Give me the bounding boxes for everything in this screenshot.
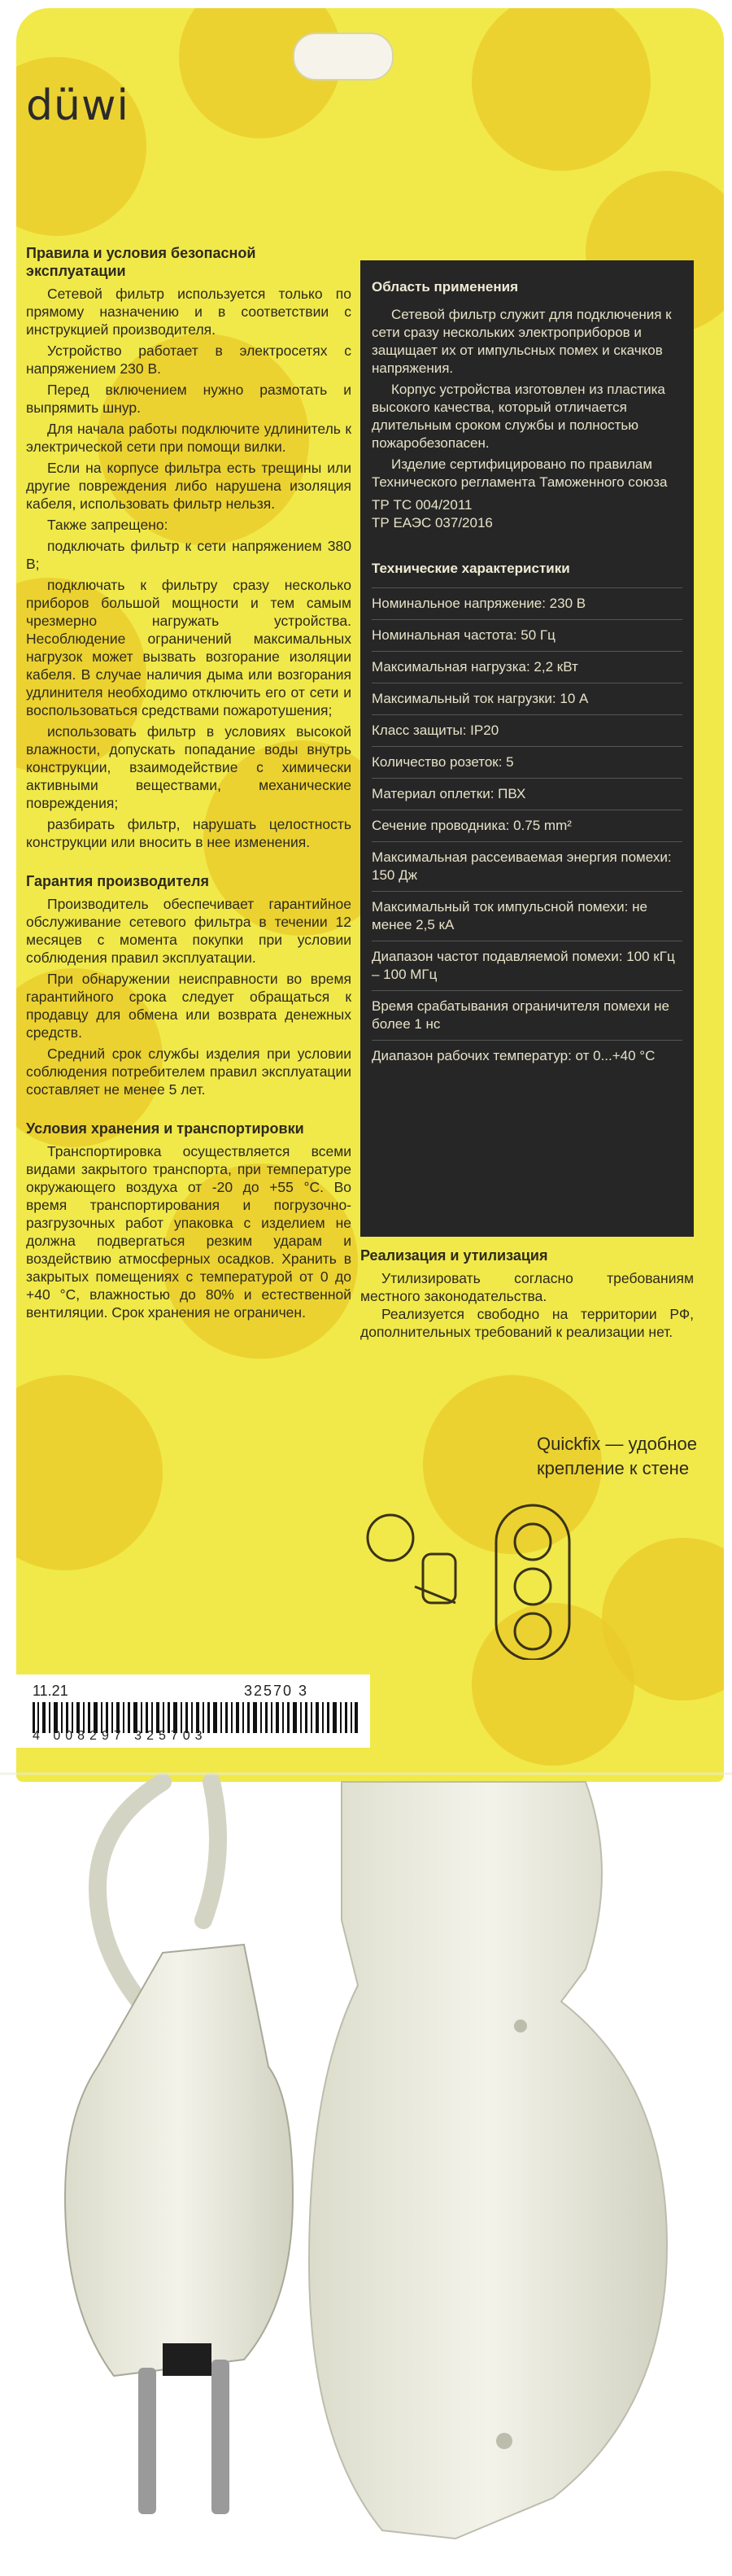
disposal-title: Реализация и утилизация — [360, 1247, 548, 1264]
warranty-p2: При обнаружении неисправности во время гарантийного срока следует обращаться к продавцу для обмена или возврата денежных средств. — [26, 971, 351, 1041]
hanger-hole — [293, 33, 394, 81]
production-date: 11.21 — [33, 1683, 68, 1699]
specs-block — [372, 560, 682, 1072]
disposal-p2: Реализуется свободно на территории РФ, дополнительных требований к реализации нет. — [360, 1306, 694, 1340]
specs-title: Технические характеристики — [372, 561, 570, 576]
safety-p8: подключать к фильтру сразу несколько приборов большой мощности и тем самым чрезмерно нагружать устройства. Несоблюдение ограничений максимальных нагрузок может вызвать возгорание изоляции кабеля. В случае наличия дыма или возгорания удлинителя необходимо отключить его от сети и воспользоваться средствами пожаротушения; — [26, 577, 351, 718]
safety-p10: разбирать фильтр, нарушать целостность конструкции или вносить в нее изменения. — [26, 816, 351, 850]
safety-p5: Если на корпусе фильтра есть трещины или другие повреждения либо нарушена изоляция кабеля, использовать фильтр нельзя. — [26, 460, 351, 512]
storage-section — [26, 1120, 351, 1321]
spec-row: Время срабатывания ограничителя помехи не более 1 нс — [372, 990, 682, 1040]
spec-row: Максимальный ток импульсной помехи: не менее 2,5 кА — [372, 891, 682, 941]
spec-row: Материал оплетки: ПВХ — [372, 778, 682, 810]
area-p1: Сетевой фильтр служит для подключения к сети сразу нескольких электроприборов и защищает их от импульсных помех и скачков напряжения. — [372, 307, 672, 376]
spec-row: Сечение проводника: 0.75 mm² — [372, 810, 682, 841]
spec-row: Класс защиты: IP20 — [372, 714, 682, 746]
spec-row: Диапазон рабочих температур: от 0...+40 °С — [372, 1040, 682, 1072]
warranty-p1: Производитель обеспечивает гарантийное обслуживание сетевого фильтра в течении 12 месяцев с момента покупки при условии соблюдения правил эксплуатации. — [26, 896, 351, 966]
spec-row: Максимальный ток нагрузки: 10 А — [372, 683, 682, 714]
spec-row: Количество розеток: 5 — [372, 746, 682, 778]
cert-1: ТР ТС 004/2011 — [372, 497, 473, 513]
warranty-title: Гарантия производителя — [26, 873, 209, 889]
safety-p6: Также запрещено: — [47, 517, 168, 533]
warranty-section — [26, 872, 351, 1098]
spec-row: Номинальное напряжение: 230 В — [372, 587, 682, 619]
storage-title: Условия хранения и транспортировки — [26, 1120, 304, 1137]
safety-p4: Для начала работы подключите удлинитель к электрической сети при помощи вилки. — [26, 421, 351, 455]
wall-mount-illustration — [358, 1497, 602, 1660]
disposal-p1: Утилизировать согласно требованиям местного законодательства. — [360, 1270, 694, 1304]
spec-row: Диапазон частот подавляемой помехи: 100 кГц – 100 МГц — [372, 941, 682, 990]
safety-p2: Устройство работает в электросетях с напряжением 230 В. — [26, 343, 351, 377]
brand-logo: düwi — [26, 81, 129, 130]
left-column — [26, 244, 351, 1343]
cert-2: ТР ЕАЭС 037/2016 — [372, 515, 493, 530]
area-title: Область применения — [372, 279, 519, 295]
safety-section — [26, 244, 351, 851]
spec-row: Максимальная нагрузка: 2,2 кВт — [372, 651, 682, 683]
spec-row: Номинальная частота: 50 Гц — [372, 619, 682, 651]
storage-p1: Транспортировка осуществляется всеми видами закрытого транспорта, при температуре окружающего воздуха от -20 до +55 °С. Во время транспортирования и погрузочно-разгрузочных работ упаковка с изделием не должна подвергаться резким ударам и воздействию атмосферных осадков. Хранить в закрытых помещениях с температурой от 0 до +40 °С, влажностью до 80% и естественной вентиляции. Срок хранения не ограничен. — [26, 1143, 351, 1321]
area-p2: Корпус устройства изготовлен из пластика высокого качества, который отличается длительным сроком службы и полностью пожаробезопасен. — [372, 382, 665, 451]
safety-p9: использовать фильтр в условиях высокой влажности, допускать попадание воды внутрь конструкции, взаимодействие с химически активными веществами, механические повреждения; — [26, 723, 351, 811]
safety-p3: Перед включением нужно размотать и выпрямить шнур. — [26, 382, 351, 416]
spec-row: Максимальная рассеиваемая энергия помехи: 150 Дж — [372, 841, 682, 891]
article-code: 32570 3 — [244, 1683, 309, 1699]
safety-p7: подключать фильтр к сети напряжением 380 В; — [26, 538, 351, 572]
warranty-p3: Средний срок службы изделия при условии соблюдения потребителем правил эксплуатации составляет не менее 5 лет. — [26, 1046, 351, 1098]
certificates — [372, 496, 682, 532]
area-p3: Изделие сертифицировано по правилам Технического регламента Таможенного союза — [372, 456, 668, 490]
spec-panel — [360, 260, 694, 1237]
barcode-number: 4 008297 325703 — [33, 1729, 207, 1743]
safety-p1: Сетевой фильтр используется только по прямому назначению и в соответствии с инструкцией производителя. — [26, 286, 351, 338]
quickfix-caption: Quickfix — удобное крепление к стене — [537, 1434, 698, 1478]
safety-title: Правила и условия безопасной эксплуатации — [26, 245, 256, 279]
disposal-section — [360, 1247, 694, 1341]
